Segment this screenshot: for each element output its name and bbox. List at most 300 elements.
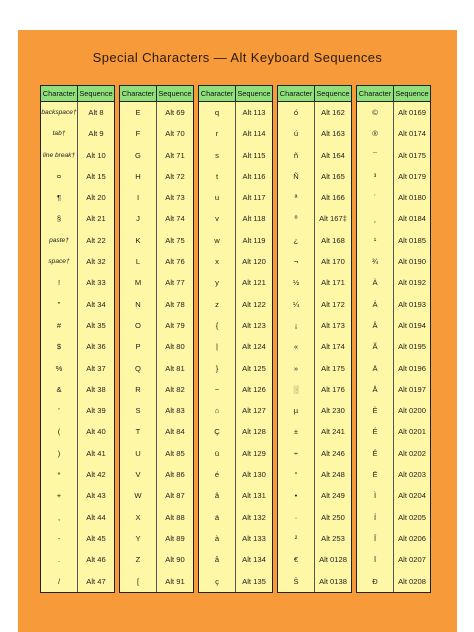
table-row — [199, 485, 272, 506]
table-row — [199, 507, 272, 528]
sequence-cell: Alt 120 — [242, 257, 266, 267]
sequence-cell: Alt 79 — [165, 320, 185, 330]
character-cell: % — [41, 358, 78, 379]
sequence-cell: Alt 131 — [242, 491, 266, 501]
character-cell: $ — [41, 336, 78, 357]
character-cell: w — [199, 230, 236, 251]
character-column-header: Character — [41, 86, 78, 101]
sequence-cell: Alt 119 — [242, 235, 266, 245]
character-cell: H — [120, 166, 157, 187]
character-cell: é — [199, 464, 236, 485]
character-cell: ¿ — [278, 230, 315, 251]
character-cell: Ì — [357, 485, 394, 506]
table-row — [199, 571, 272, 592]
character-cell: & — [41, 379, 78, 400]
sequence-cell: Alt 78 — [165, 299, 185, 309]
character-cell: À — [357, 272, 394, 293]
sequence-column-header: Sequence — [395, 89, 429, 98]
table-row — [199, 528, 272, 549]
table-row — [357, 507, 430, 528]
alt-code-table — [277, 85, 352, 593]
table-row — [41, 294, 114, 315]
alt-code-table — [119, 85, 194, 593]
table-row — [199, 187, 272, 208]
character-cell: K — [120, 230, 157, 251]
table-row — [120, 528, 193, 549]
character-cell: ⌂ — [199, 400, 236, 421]
character-cell: È — [357, 400, 394, 421]
table-row — [357, 187, 430, 208]
table-row — [278, 251, 351, 272]
table-row — [278, 208, 351, 229]
sequence-cell: Alt 130 — [242, 470, 266, 480]
character-cell: ¬ — [278, 251, 315, 272]
table-header — [120, 86, 193, 102]
sequence-cell: Alt 170 — [321, 257, 345, 267]
character-cell: ó — [278, 102, 315, 123]
table-row — [41, 549, 114, 570]
table-row — [120, 443, 193, 464]
sequence-cell: Alt 124 — [242, 342, 266, 352]
table-row — [120, 123, 193, 144]
sequence-cell: Alt 165 — [321, 171, 345, 181]
sequence-cell: Alt 230 — [321, 406, 345, 416]
table-row — [199, 294, 272, 315]
sequence-cell: Alt 0200 — [398, 406, 426, 416]
table-row — [41, 251, 114, 272]
table-row — [120, 187, 193, 208]
table-row — [120, 421, 193, 442]
character-cell: ® — [357, 123, 394, 144]
character-cell: S — [120, 400, 157, 421]
table-row — [199, 102, 272, 123]
table-row — [357, 145, 430, 166]
sequence-column-header: Sequence — [237, 89, 271, 98]
character-cell: U — [120, 443, 157, 464]
sequence-cell: Alt 82 — [165, 384, 185, 394]
character-cell: ¹ — [357, 230, 394, 251]
character-cell: backspace† — [41, 102, 78, 123]
sequence-cell: Alt 164 — [321, 150, 345, 160]
character-cell: } — [199, 358, 236, 379]
character-cell: W — [120, 485, 157, 506]
character-cell: ¸ — [357, 208, 394, 229]
table-row — [278, 421, 351, 442]
sequence-cell: Alt 0197 — [398, 384, 426, 394]
table-row — [199, 443, 272, 464]
sequence-cell: Alt 0138 — [319, 576, 347, 586]
table-row — [278, 145, 351, 166]
sequence-cell: Alt 15 — [86, 171, 106, 181]
table-row — [199, 145, 272, 166]
sequence-cell: Alt 0203 — [398, 470, 426, 480]
table-row — [120, 358, 193, 379]
table-row — [278, 485, 351, 506]
sequence-cell: Alt 128 — [242, 427, 266, 437]
table-row — [357, 272, 430, 293]
sequence-cell: Alt 249 — [321, 491, 345, 501]
table-row — [120, 571, 193, 592]
character-cell: v — [199, 208, 236, 229]
table-row — [278, 102, 351, 123]
character-cell: ¤ — [41, 166, 78, 187]
sequence-cell: Alt 163 — [321, 129, 345, 139]
table-row — [278, 294, 351, 315]
sequence-cell: Alt 20 — [86, 193, 106, 203]
table-row — [41, 358, 114, 379]
sequence-cell: Alt 0180 — [398, 193, 426, 203]
table-row — [357, 464, 430, 485]
sequence-cell: Alt 125 — [242, 363, 266, 373]
sequence-column-header: Sequence — [158, 89, 192, 98]
sequence-cell: Alt 0192 — [398, 278, 426, 288]
character-cell: ñ — [278, 145, 315, 166]
sequence-cell: Alt 91 — [165, 576, 185, 586]
table-row — [120, 507, 193, 528]
table-header — [199, 86, 272, 102]
sequence-cell: Alt 162 — [321, 108, 345, 117]
sequence-cell: Alt 0202 — [398, 448, 426, 458]
character-cell: ² — [278, 528, 315, 549]
sequence-cell: Alt 0196 — [398, 363, 426, 373]
table-row — [41, 145, 114, 166]
character-cell: ª — [278, 187, 315, 208]
sequence-cell: Alt 174 — [321, 342, 345, 352]
sequence-cell: Alt 70 — [165, 129, 185, 139]
sequence-cell: Alt 134 — [242, 555, 266, 565]
table-row — [278, 528, 351, 549]
character-cell: ¶ — [41, 187, 78, 208]
character-cell: . — [41, 549, 78, 570]
table-row — [199, 379, 272, 400]
table-row — [41, 507, 114, 528]
table-row — [199, 549, 272, 570]
sequence-cell: Alt 80 — [165, 342, 185, 352]
sequence-cell: Alt 173 — [321, 320, 345, 330]
sequence-cell: Alt 8 — [88, 108, 104, 117]
character-cell: ¼ — [278, 294, 315, 315]
character-cell: I — [120, 187, 157, 208]
sequence-cell: Alt 0208 — [398, 576, 426, 586]
character-column-header: Character — [278, 86, 315, 101]
sequence-cell: Alt 0169 — [398, 108, 426, 117]
character-cell: z — [199, 294, 236, 315]
table-row — [357, 358, 430, 379]
table-row — [357, 315, 430, 336]
character-cell: Ð — [357, 571, 394, 592]
table-row — [278, 400, 351, 421]
table-row — [199, 272, 272, 293]
character-cell: J — [120, 208, 157, 229]
table-row — [278, 507, 351, 528]
sequence-cell: Alt 34 — [86, 299, 106, 309]
sequence-cell: Alt 0194 — [398, 320, 426, 330]
character-cell: ´ — [357, 187, 394, 208]
sequence-cell: Alt 45 — [86, 533, 106, 543]
character-cell: L — [120, 251, 157, 272]
sequence-cell: Alt 132 — [242, 512, 266, 522]
sequence-cell: Alt 0128 — [319, 555, 347, 565]
table-row — [278, 272, 351, 293]
sequence-cell: Alt 43 — [86, 491, 106, 501]
sequence-cell: Alt 37 — [86, 363, 106, 373]
sequence-cell: Alt 74 — [165, 214, 185, 224]
table-row — [41, 400, 114, 421]
table-row — [357, 102, 430, 123]
sequence-cell: Alt 71 — [165, 150, 185, 160]
table-row — [357, 230, 430, 251]
character-cell: Ë — [357, 464, 394, 485]
table-row — [41, 571, 114, 592]
character-cell: y — [199, 272, 236, 293]
table-header — [278, 86, 351, 102]
table-row — [357, 336, 430, 357]
sequence-cell: Alt 0205 — [398, 512, 426, 522]
character-cell: t — [199, 166, 236, 187]
table-row — [278, 549, 351, 570]
table-row — [199, 251, 272, 272]
sequence-cell: Alt 0201 — [398, 427, 426, 437]
table-row — [120, 166, 193, 187]
character-cell: ± — [278, 421, 315, 442]
table-row — [120, 485, 193, 506]
table-row — [278, 571, 351, 592]
character-cell: O — [120, 315, 157, 336]
character-cell: F — [120, 123, 157, 144]
sequence-cell: Alt 88 — [165, 512, 185, 522]
character-cell: ä — [199, 507, 236, 528]
sequence-cell: Alt 241 — [321, 427, 345, 437]
table-row — [41, 187, 114, 208]
character-column-header: Character — [120, 86, 157, 101]
character-cell: ' — [41, 400, 78, 421]
character-cell: ÷ — [278, 443, 315, 464]
sequence-cell: Alt 126 — [242, 384, 266, 394]
character-cell: · — [278, 507, 315, 528]
sequence-cell: Alt 69 — [165, 108, 185, 117]
sequence-cell: Alt 42 — [86, 470, 106, 480]
sequence-cell: Alt 10 — [86, 150, 106, 160]
table-row — [357, 571, 430, 592]
sequence-cell: Alt 114 — [242, 129, 266, 139]
table-row — [199, 336, 272, 357]
table-row — [120, 230, 193, 251]
table-row — [278, 443, 351, 464]
character-column-header: Character — [199, 86, 236, 101]
sequence-cell: Alt 46 — [86, 555, 106, 565]
table-row — [41, 208, 114, 229]
sequence-cell: Alt 90 — [165, 555, 185, 565]
table-row — [41, 166, 114, 187]
sequence-cell: Alt 35 — [86, 320, 106, 330]
character-cell: Å — [357, 379, 394, 400]
character-cell: Ï — [357, 549, 394, 570]
character-cell: Š — [278, 571, 315, 592]
table-row — [41, 421, 114, 442]
character-cell: « — [278, 336, 315, 357]
table-row — [199, 166, 272, 187]
sequence-cell: Alt 33 — [86, 278, 106, 288]
sequence-cell: Alt 121 — [242, 278, 266, 288]
sequence-cell: Alt 47 — [86, 576, 106, 586]
sequence-cell: Alt 44 — [86, 512, 106, 522]
sequence-cell: Alt 77 — [165, 278, 185, 288]
sequence-cell: Alt 89 — [165, 533, 185, 543]
sequence-cell: Alt 38 — [86, 384, 106, 394]
character-cell: tab† — [41, 123, 78, 144]
table-row — [120, 400, 193, 421]
character-cell: € — [278, 549, 315, 570]
table-row — [41, 336, 114, 357]
character-cell: M — [120, 272, 157, 293]
table-row — [357, 528, 430, 549]
sequence-cell: Alt 22 — [86, 235, 106, 245]
page-title: Special Characters — Alt Keyboard Sequences — [92, 50, 383, 65]
table-row — [357, 123, 430, 144]
character-column-header: Character — [357, 86, 394, 101]
character-cell: ! — [41, 272, 78, 293]
table-row — [357, 379, 430, 400]
sequence-cell: Alt 0174 — [398, 129, 426, 139]
character-cell: ü — [199, 443, 236, 464]
character-cell: ~ — [199, 379, 236, 400]
sequence-cell: Alt 40 — [86, 427, 106, 437]
table-row — [120, 464, 193, 485]
sequence-cell: Alt 21 — [86, 214, 106, 224]
character-cell: Í — [357, 507, 394, 528]
sequence-cell: Alt 135 — [242, 576, 266, 586]
table-row — [199, 400, 272, 421]
sequence-cell: Alt 0195 — [398, 342, 426, 352]
table-row — [41, 464, 114, 485]
reference-sheet — [18, 30, 457, 632]
sequence-cell: Alt 9 — [88, 129, 104, 139]
sequence-cell: Alt 72 — [165, 171, 185, 181]
table-row — [278, 315, 351, 336]
character-cell: | — [199, 336, 236, 357]
sequence-cell: Alt 133 — [242, 533, 266, 543]
sequence-cell: Alt 0207 — [398, 555, 426, 565]
table-row — [278, 230, 351, 251]
character-cell: r — [199, 123, 236, 144]
table-row — [199, 315, 272, 336]
table-row — [120, 102, 193, 123]
character-cell: à — [199, 528, 236, 549]
table-row — [199, 464, 272, 485]
character-cell: q — [199, 102, 236, 123]
sequence-cell: Alt 81 — [165, 363, 185, 373]
table-row — [41, 528, 114, 549]
character-cell: ³ — [357, 166, 394, 187]
table-row — [120, 336, 193, 357]
character-cell: Z — [120, 549, 157, 570]
character-cell: Ä — [357, 358, 394, 379]
table-row — [41, 315, 114, 336]
sequence-cell: Alt 0184 — [398, 214, 426, 224]
sequence-cell: Alt 85 — [165, 448, 185, 458]
sequence-cell: Alt 176 — [321, 384, 345, 394]
character-cell: Â — [357, 315, 394, 336]
character-cell: Ç — [199, 421, 236, 442]
table-row — [278, 464, 351, 485]
alt-code-table — [40, 85, 115, 593]
character-cell: â — [199, 485, 236, 506]
sequence-cell: Alt 87 — [165, 491, 185, 501]
sequence-cell: Alt 172 — [321, 299, 345, 309]
table-row — [120, 272, 193, 293]
character-cell: Á — [357, 294, 394, 315]
sequence-cell: Alt 171 — [321, 278, 345, 288]
sequence-cell: Alt 39 — [86, 406, 106, 416]
table-row — [41, 102, 114, 123]
alt-code-table — [356, 85, 431, 593]
character-cell: E — [120, 102, 157, 123]
character-cell: P — [120, 336, 157, 357]
table-row — [357, 251, 430, 272]
sequence-cell: Alt 129 — [242, 448, 266, 458]
character-cell: u — [199, 187, 236, 208]
character-cell: ° — [278, 464, 315, 485]
character-cell: ( — [41, 421, 78, 442]
sequence-cell: Alt 75 — [165, 235, 185, 245]
character-cell: © — [357, 102, 394, 123]
character-cell: ¾ — [357, 251, 394, 272]
table-row — [120, 145, 193, 166]
character-cell: X — [120, 507, 157, 528]
character-cell: s — [199, 145, 236, 166]
table-row — [278, 336, 351, 357]
sequence-cell: Alt 115 — [242, 150, 266, 160]
table-row — [41, 485, 114, 506]
sequence-cell: Alt 166 — [321, 193, 345, 203]
character-cell: V — [120, 464, 157, 485]
character-cell: ░ — [278, 379, 315, 400]
sequence-cell: Alt 113 — [242, 108, 266, 117]
table-row — [120, 208, 193, 229]
table-row — [278, 358, 351, 379]
sequence-cell: Alt 0175 — [398, 150, 426, 160]
character-cell: Ñ — [278, 166, 315, 187]
character-cell: ) — [41, 443, 78, 464]
character-cell: µ — [278, 400, 315, 421]
table-row — [357, 166, 430, 187]
table-row — [120, 549, 193, 570]
table-row — [357, 421, 430, 442]
table-row — [41, 443, 114, 464]
character-cell: É — [357, 421, 394, 442]
alt-code-table — [198, 85, 273, 593]
character-cell: R — [120, 379, 157, 400]
sequence-cell: Alt 168 — [321, 235, 345, 245]
table-row — [357, 400, 430, 421]
table-row — [41, 123, 114, 144]
character-cell: / — [41, 571, 78, 592]
character-cell: N — [120, 294, 157, 315]
table-row — [278, 123, 351, 144]
sequence-cell: Alt 0185 — [398, 235, 426, 245]
table-row — [278, 187, 351, 208]
table-row — [199, 421, 272, 442]
sequence-cell: Alt 118 — [242, 214, 266, 224]
table-row — [199, 358, 272, 379]
sequence-cell: Alt 86 — [165, 470, 185, 480]
table-row — [120, 315, 193, 336]
sequence-cell: Alt 0204 — [398, 491, 426, 501]
character-cell: , — [41, 507, 78, 528]
table-row — [199, 230, 272, 251]
sequence-cell: Alt 0193 — [398, 299, 426, 309]
table-header — [41, 86, 114, 102]
